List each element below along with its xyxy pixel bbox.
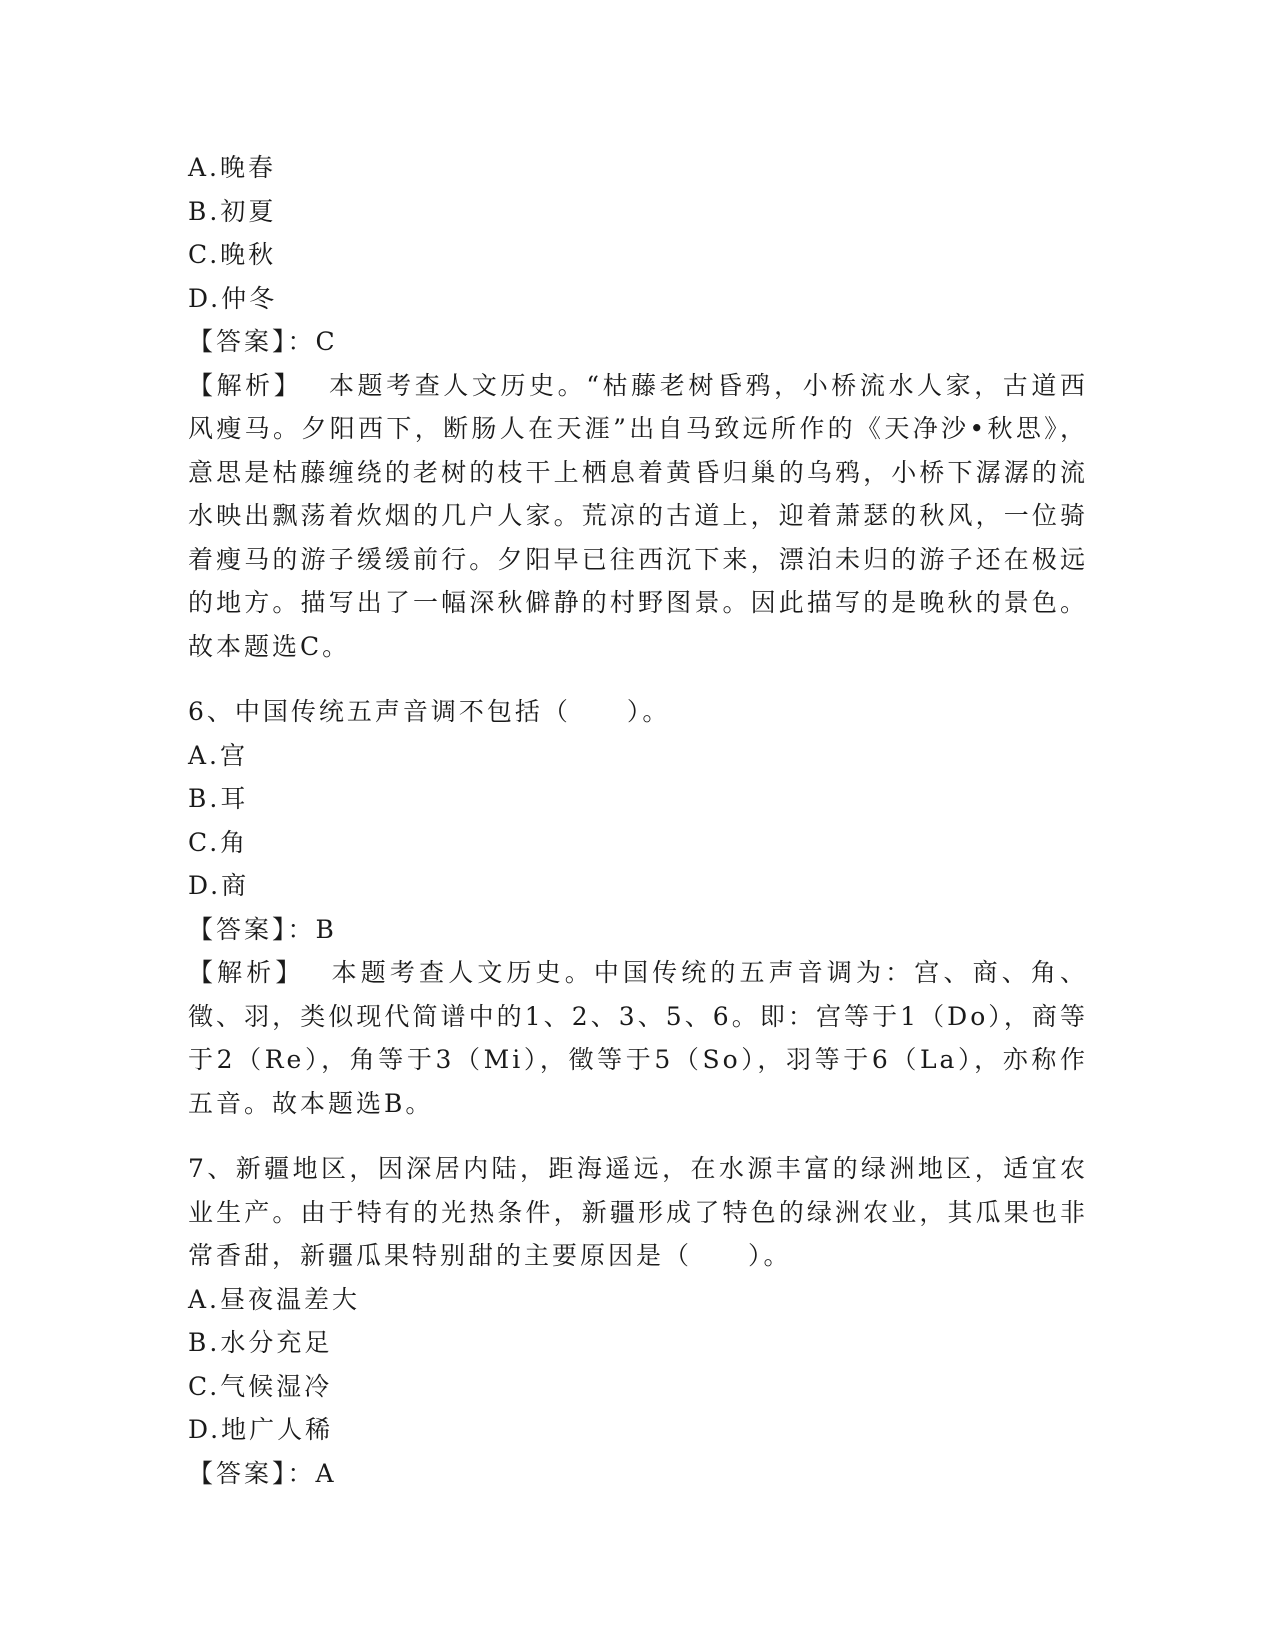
spacer: [188, 1125, 1088, 1147]
question-stem: 6、中国传统五声音调不包括（ ）。: [188, 697, 671, 726]
option-d: D.商: [188, 871, 250, 900]
document-content: [188, 146, 1088, 1495]
option-a: A.宫: [188, 740, 249, 770]
analysis-label: 【解析】: [188, 958, 305, 987]
answer-line: [188, 908, 1088, 952]
analysis-label: 【解析】: [188, 370, 303, 400]
option-c: C.晚秋: [188, 240, 277, 269]
option-b: B.水分充足: [188, 1328, 333, 1357]
option-a: A.晚春: [188, 153, 277, 182]
option-b: B.耳: [188, 784, 249, 813]
question-stem: 7、新疆地区，因深居内陆，距海遥远，在水源丰富的绿洲地区，适宜农业生产。由于特有的光热条件，新疆形成了特色的绿洲农业，其瓜果也非常香甜，新疆瓜果特别甜的主要原因是（ ）。: [188, 1154, 1088, 1270]
analysis-paragraph: [188, 364, 1088, 669]
answer-label: 【答案】：: [188, 1458, 316, 1488]
answer-line: [188, 320, 1088, 364]
option-c: C.气候湿冷: [188, 1371, 333, 1401]
answer-value: B: [315, 914, 337, 944]
option-c: C.角: [188, 827, 249, 857]
option-a: A.昼夜温差大: [188, 1284, 361, 1314]
analysis-text: 本题考查人文历史。中国传统的五声音调为：宫、商、角、徵、羽，类似现代简谱中的1、2、3、5、6。即：宫等于1（Do），商等于2（Re），角等于3（Mi），徵等于5（So），羽等于6（La），亦称作五音。故本题选B。: [188, 958, 1088, 1118]
option-d: D.地广人稀: [188, 1415, 334, 1444]
option-d: D.仲冬: [188, 283, 278, 313]
answer-label: 【答案】：: [188, 327, 316, 356]
analysis-paragraph: [188, 951, 1088, 1125]
answer-line: [188, 1452, 1088, 1496]
answer-value: C: [315, 327, 338, 356]
option-b: B.初夏: [188, 196, 277, 226]
answer-label: 【答案】：: [188, 914, 316, 944]
analysis-text: 本题考查人文历史。“枯藤老树昏鸦，小桥流水人家，古道西风瘦马。夕阳西下，断肠人在天涯”出自马致远所作的《天净沙•秋思》，意思是枯藤缠绕的老树的枝干上栖息着黄昏归巢的乌鸦，小桥下潺潺的流水映出飘荡着炊烟的几户人家。荒凉的古道上，迎着萧瑟的秋风，一位骑着瘦马的游子缓缓前行。夕阳早已往西沉下来，漂泊未归的游子还在极远的地方。描写出了一幅深秋僻静的村野图景。因此描写的是晚秋的景色。故本题选C。: [188, 370, 1088, 661]
spacer: [188, 668, 1088, 690]
answer-value: A: [315, 1458, 337, 1488]
